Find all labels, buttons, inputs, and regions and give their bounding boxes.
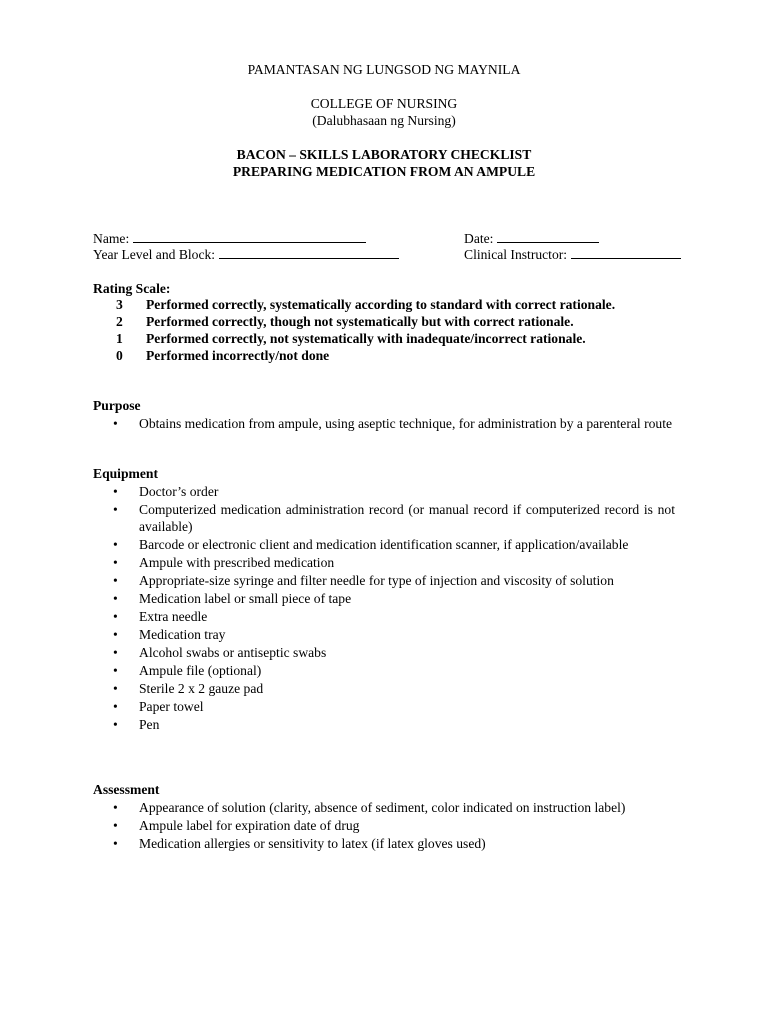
year-level-blank[interactable] <box>219 246 399 259</box>
list-item <box>93 572 675 589</box>
bullet-icon: • <box>113 555 118 570</box>
list-item <box>93 698 675 715</box>
assessment-section <box>93 781 675 853</box>
purpose-section <box>93 397 675 433</box>
university-name: PAMANTASAN NG LUNGSOD NG MAYNILA <box>247 62 521 77</box>
list-item-text: Medication allergies or sensitivity to latex (if latex gloves used) <box>139 836 486 851</box>
list-item-text: Ampule label for expiration date of drug <box>139 818 360 833</box>
procedure-title: PREPARING MEDICATION FROM AN AMPULE <box>232 164 536 179</box>
instructor-field[interactable] <box>464 246 681 263</box>
list-item <box>93 817 675 834</box>
bullet-icon: • <box>113 591 118 606</box>
list-item-text: Ampule file (optional) <box>139 663 262 678</box>
bullet-icon: • <box>113 502 118 517</box>
list-item <box>93 662 675 679</box>
bullet-icon: • <box>113 609 118 624</box>
list-item <box>93 716 675 733</box>
list-item-text: Pen <box>139 717 160 732</box>
bullet-icon: • <box>113 573 118 588</box>
rating-number: 0 <box>116 348 123 363</box>
list-item-text: Sterile 2 x 2 gauze pad <box>139 681 264 696</box>
rating-row <box>116 313 574 330</box>
bullet-icon: • <box>113 663 118 678</box>
date-blank[interactable] <box>497 230 599 243</box>
college-name: COLLEGE OF NURSING <box>310 96 458 111</box>
bullet-icon: • <box>113 818 118 833</box>
list-item-text: Doctor’s order <box>139 484 219 499</box>
list-item <box>93 415 675 432</box>
assessment-title: Assessment <box>93 782 160 797</box>
bullet-icon: • <box>113 800 118 815</box>
list-item <box>93 608 675 625</box>
list-item <box>93 501 675 535</box>
year-level-field[interactable] <box>93 246 399 263</box>
list-item <box>93 680 675 697</box>
equipment-title: Equipment <box>93 466 158 481</box>
name-field[interactable] <box>93 230 366 247</box>
bullet-icon: • <box>113 681 118 696</box>
list-item-text: Obtains medication from ampule, using aseptic technique, for administration by a parenteral route <box>139 416 673 431</box>
list-item-text: Appearance of solution (clarity, absence of sediment, color indicated on instruction label) <box>139 800 626 815</box>
bullet-icon: • <box>113 699 118 714</box>
rating-row <box>116 347 329 364</box>
name-label: Name: <box>93 231 130 246</box>
list-item-text: Extra needle <box>139 609 208 624</box>
list-item <box>93 644 675 661</box>
instructor-label: Clinical Instructor: <box>464 247 568 262</box>
bullet-icon: • <box>113 416 118 431</box>
list-item <box>93 554 675 571</box>
equipment-section <box>93 465 675 734</box>
rating-number: 3 <box>116 297 123 312</box>
list-item <box>93 483 675 500</box>
purpose-list <box>93 415 675 432</box>
list-item-text: Appropriate-size syringe and filter needle for type of injection and viscosity of solution <box>139 573 614 588</box>
rating-number: 2 <box>116 314 123 329</box>
list-item <box>93 536 675 553</box>
bullet-icon: • <box>113 836 118 851</box>
list-item <box>93 626 675 643</box>
bullet-icon: • <box>113 717 118 732</box>
checklist-title: BACON – SKILLS LABORATORY CHECKLIST <box>236 147 532 162</box>
equipment-list <box>93 483 675 733</box>
rating-description: Performed correctly, systematically according to standard with correct rationale. <box>146 297 616 312</box>
bullet-icon: • <box>113 627 118 642</box>
list-item <box>93 590 675 607</box>
bullet-icon: • <box>113 645 118 660</box>
list-item-text: Paper towel <box>139 699 204 714</box>
bullet-icon: • <box>113 484 118 499</box>
purpose-title: Purpose <box>93 398 141 413</box>
college-subtitle: (Dalubhasaan ng Nursing) <box>312 113 456 128</box>
rating-description: Performed correctly, though not systematically but with correct rationale. <box>146 314 574 329</box>
bullet-icon: • <box>113 537 118 552</box>
list-item-text: Computerized medication administration record (or manual record if computerized record is not available) <box>139 502 675 534</box>
list-item-text: Medication label or small piece of tape <box>139 591 352 606</box>
assessment-list <box>93 799 675 852</box>
rating-scale-title: Rating Scale: <box>93 281 171 296</box>
rating-row <box>116 330 586 347</box>
date-label: Date: <box>464 231 494 246</box>
rating-number: 1 <box>116 331 123 346</box>
rating-description: Performed correctly, not systematically with inadequate/incorrect rationale. <box>146 331 586 346</box>
list-item <box>93 799 675 816</box>
year-level-label: Year Level and Block: <box>93 247 216 262</box>
list-item-text: Barcode or electronic client and medication identification scanner, if application/available <box>139 537 629 552</box>
rating-description: Performed incorrectly/not done <box>146 348 330 363</box>
list-item <box>93 835 675 852</box>
rating-row <box>116 296 615 313</box>
list-item-text: Medication tray <box>139 627 226 642</box>
name-blank[interactable] <box>133 230 366 243</box>
list-item-text: Alcohol swabs or antiseptic swabs <box>139 645 327 660</box>
instructor-blank[interactable] <box>571 246 681 259</box>
list-item-text: Ampule with prescribed medication <box>139 555 335 570</box>
date-field[interactable] <box>464 230 599 247</box>
